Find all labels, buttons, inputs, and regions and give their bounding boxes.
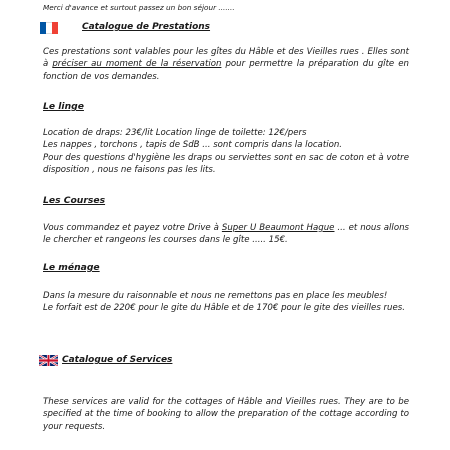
menage-line-1: Dans la mesure du raisonnable et nous ne remettons pas en place les meubles!	[43, 291, 388, 301]
uk-flag-icon	[39, 355, 58, 366]
heading-le-linge: Le linge	[43, 101, 84, 112]
linge-line-1: Location de draps: 23€/lit Location linge de toilette: 12€/pers	[43, 128, 307, 138]
booking-note-link: préciser au moment de la réservation	[52, 59, 222, 70]
heading-le-menage: Le ménage	[43, 262, 100, 273]
french-section-title: Catalogue de Prestations	[82, 22, 211, 32]
heading-les-courses: Les Courses	[43, 195, 106, 206]
english-intro: These services are valid for the cottages of Hâble and Vieilles rues. They are to be specified at the time of booking to allow the preparation of the cottage according to your requests.	[43, 397, 409, 432]
french-intro-text-start: Ces prestations sont valables pour les gîtes du Hâble et des Vieilles rues . Elles sont à	[43, 47, 409, 70]
top-note: Merci d'avance et surtout passez un bon séjour .......	[43, 3, 235, 12]
menage-line-2: Le forfait est de 220€ pour le gite du Hâble et de 170€ pour le gite des vieilles rues.	[43, 303, 406, 314]
linge-line-3: Pour des questions d'hygiène les draps ou serviettes sont en sac de coton et à votre disposition , nous ne faisons pas les lits.	[43, 152, 409, 175]
linge-line-2: Les nappes , torchons , tapis de SdB ... sont compris dans la location.	[43, 140, 343, 151]
menage-text	[43, 290, 409, 315]
french-intro-text-end: pour permettre la préparation du gîte en fonction de vos demandes.	[43, 59, 410, 82]
english-section-title: Catalogue of Services	[62, 355, 173, 365]
store-name: Super U Beaumont Hague	[221, 223, 335, 233]
linge-text	[43, 127, 409, 176]
french-intro	[43, 46, 409, 83]
courses-text	[43, 222, 409, 247]
courses-text-end: ... et nous allons le chercher et rangeons les courses dans le gîte ..... 15€.	[43, 223, 409, 246]
courses-text-start: Vous commandez et payez votre Drive à	[43, 223, 222, 233]
french-flag-icon	[40, 22, 58, 34]
